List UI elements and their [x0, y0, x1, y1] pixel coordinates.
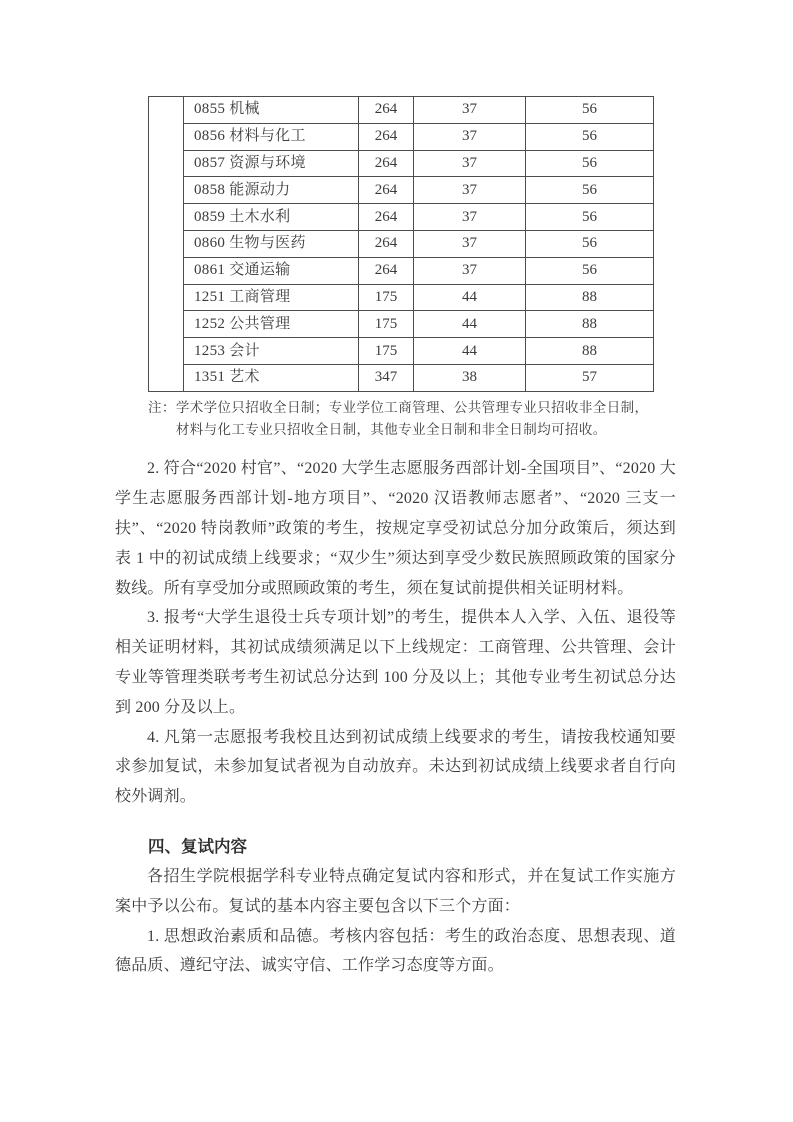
note-text [176, 397, 649, 441]
paragraph-bonus-policy: 2. 符合“2020 村官”、“2020 大学生志愿服务西部计划-全国项目”、“2020 大学生志愿服务西部计划-地方项目”、“2020 汉语教师志愿者”、“2020 三支一扶”、“2020 特岗教师”政策的考生，按规定享受初试总分加分政策后，须达到表 1 中的初试成绩上线要求；“双少生”须达到享受少数民族照顾政策的国家分数线。所有享受加分或照顾政策的考生，须在复试前提供相关证明材料。 [115, 460, 676, 597]
table-row [149, 284, 654, 311]
double-subject-cell: 56 [526, 177, 654, 204]
double-subject-cell: 57 [526, 364, 654, 391]
table-row [149, 204, 654, 231]
program-cell: 1253 会计 [184, 338, 359, 365]
table-row [149, 150, 654, 177]
program-cell: 0856 材料与化工 [184, 123, 359, 150]
total-score-cell: 264 [359, 97, 414, 124]
total-score-cell: 264 [359, 204, 414, 231]
program-cell: 0858 能源动力 [184, 177, 359, 204]
program-cell: 1351 艺术 [184, 364, 359, 391]
table-row [149, 257, 654, 284]
program-cell: 1252 公共管理 [184, 311, 359, 338]
program-cell: 0861 交通运输 [184, 257, 359, 284]
note-label: 注： [148, 399, 176, 415]
program-cell: 0860 生物与医药 [184, 230, 359, 257]
total-score-cell: 264 [359, 257, 414, 284]
note-line-1: 学术学位只招收全日制；专业学位工商管理、公共管理专业只招收非全日制， [175, 399, 649, 415]
note-line-2: 材料与化工专业只招收全日制，其他专业全日制和非全日制均可招收。 [175, 421, 607, 437]
paragraph-retest-overview: 各招生学院根据学科专业特点确定复试内容和形式，并在复试工作实施方案中予以公布。复试的基本内容主要包含以下三个方面： [115, 867, 676, 915]
double-subject-cell: 88 [526, 284, 654, 311]
program-cell: 0857 资源与环境 [184, 150, 359, 177]
single-subject-cell: 38 [414, 364, 526, 391]
total-score-cell: 264 [359, 177, 414, 204]
paragraph-veteran-plan: 3. 报考“大学生退役士兵专项计划”的考生，提供本人入学、入伍、退役等相关证明材料，其初试成绩须满足以下上线规定：工商管理、公共管理、会计专业等管理类联考考生初试总分达到 100 分及以上；其他专业考生初试总分达到 200 分及以上。 [115, 609, 676, 716]
table-row [149, 338, 654, 365]
single-subject-cell: 37 [414, 257, 526, 284]
single-subject-cell: 37 [414, 97, 526, 124]
double-subject-cell: 88 [526, 311, 654, 338]
table-row [149, 311, 654, 338]
single-subject-cell: 37 [414, 150, 526, 177]
total-score-cell: 175 [359, 338, 414, 365]
double-subject-cell: 56 [526, 97, 654, 124]
single-subject-cell: 44 [414, 338, 526, 365]
paragraph-first-choice-retest: 4. 凡第一志愿报考我校且达到初试成绩上线要求的考生，请按我校通知要求参加复试，未参加复试者视为自动放弃。未达到初试成绩上线要求者自行向校外调剂。 [115, 728, 676, 806]
table-row [149, 230, 654, 257]
single-subject-cell: 37 [414, 204, 526, 231]
double-subject-cell: 56 [526, 204, 654, 231]
double-subject-cell: 56 [526, 150, 654, 177]
program-cell: 0855 机械 [184, 97, 359, 124]
double-subject-cell: 56 [526, 257, 654, 284]
paragraph-political-quality: 1. 思想政治素质和品德。考核内容包括：考生的政治态度、思想表现、道德品质、遵纪守法、诚实守信、工作学习态度等方面。 [115, 927, 676, 975]
total-score-cell: 175 [359, 284, 414, 311]
table-row [149, 364, 654, 391]
table-row [149, 123, 654, 150]
single-subject-cell: 44 [414, 284, 526, 311]
total-score-cell: 264 [359, 123, 414, 150]
total-score-cell: 175 [359, 311, 414, 338]
single-subject-cell: 37 [414, 230, 526, 257]
category-empty-cell [149, 97, 184, 392]
total-score-cell: 264 [359, 230, 414, 257]
double-subject-cell: 56 [526, 230, 654, 257]
single-subject-cell: 44 [414, 311, 526, 338]
single-subject-cell: 37 [414, 177, 526, 204]
table-row [149, 97, 654, 124]
total-score-cell: 264 [359, 150, 414, 177]
program-cell: 0859 土木水利 [184, 204, 359, 231]
single-subject-cell: 37 [414, 123, 526, 150]
section-heading-retest-content: 四、复试内容 [148, 836, 247, 856]
table-row [149, 177, 654, 204]
double-subject-cell: 88 [526, 338, 654, 365]
admission-score-table [148, 96, 654, 392]
table-note [148, 397, 676, 441]
total-score-cell: 347 [359, 364, 414, 391]
double-subject-cell: 56 [526, 123, 654, 150]
program-cell: 1251 工商管理 [184, 284, 359, 311]
